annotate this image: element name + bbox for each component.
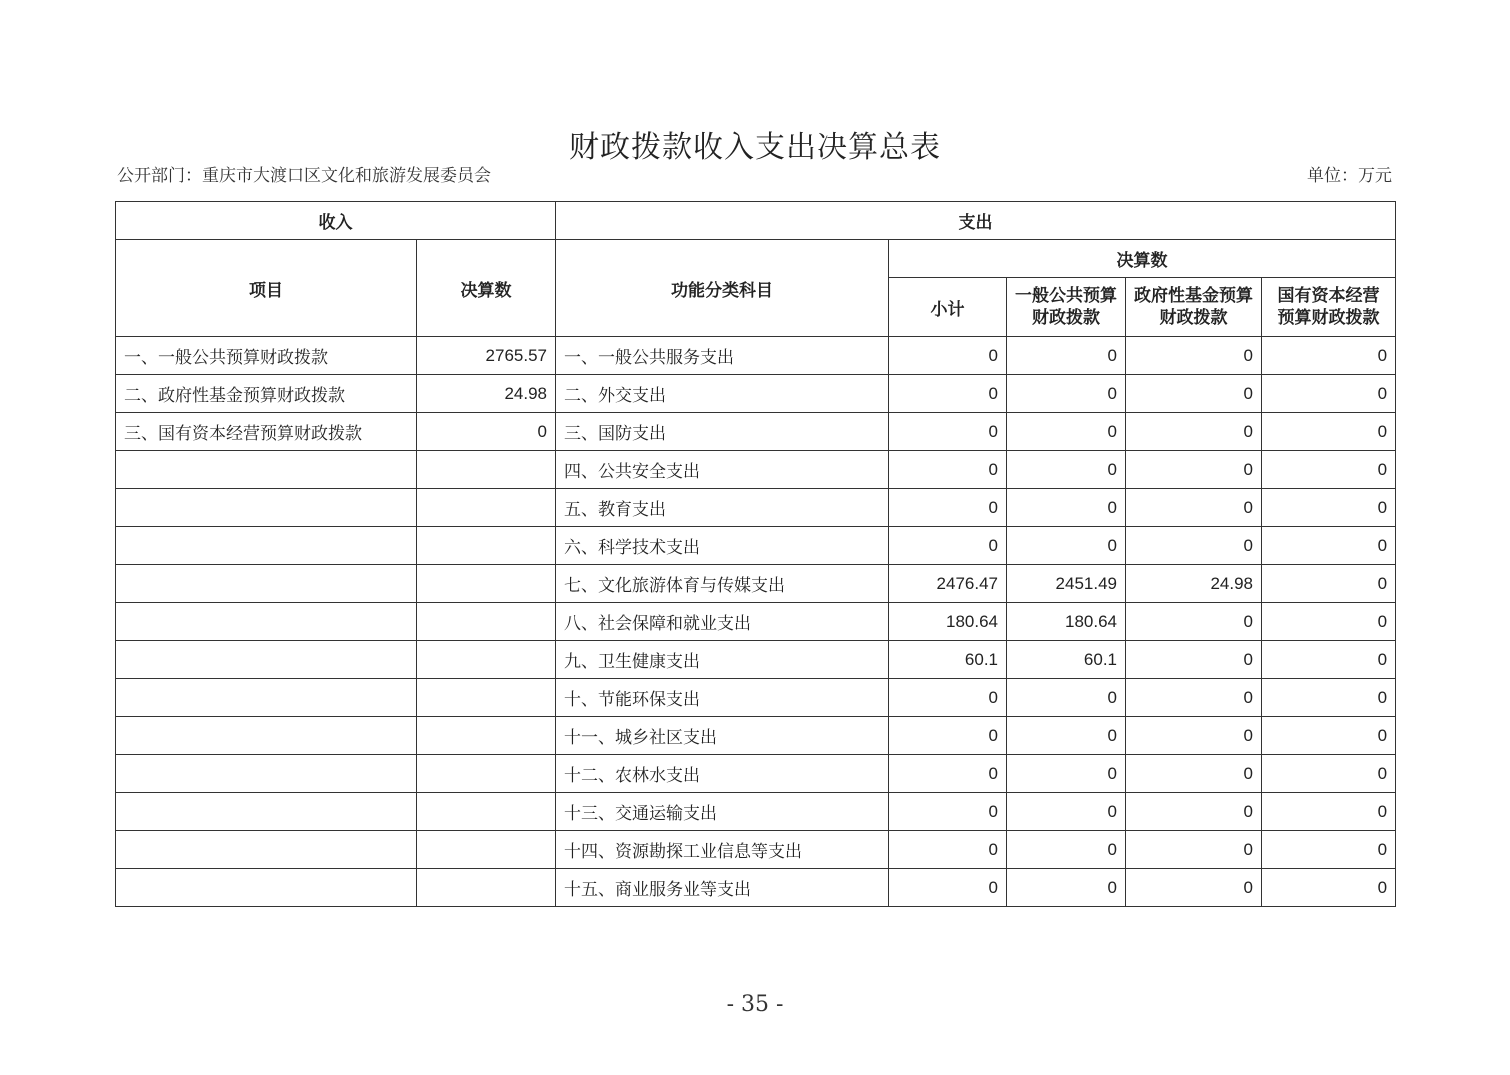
income-item-cell: 一、一般公共预算财政拨款: [116, 337, 417, 375]
table-row: [116, 831, 1396, 869]
subtotal-cell: 0: [889, 375, 1007, 413]
category-cell: 十一、城乡社区支出: [556, 717, 889, 755]
state-capital-cell: 0: [1262, 641, 1396, 679]
function-category-header: 功能分类科目: [556, 240, 889, 337]
category-cell: 四、公共安全支出: [556, 451, 889, 489]
state-capital-cell: 0: [1262, 413, 1396, 451]
final-amount-header: 决算数: [417, 240, 556, 337]
final-amount-group-header: 决算数: [889, 240, 1396, 278]
category-cell: 八、社会保障和就业支出: [556, 603, 889, 641]
gov-fund-cell: 0: [1126, 489, 1262, 527]
income-amount-cell: [417, 679, 556, 717]
general-budget-cell: 180.64: [1007, 603, 1126, 641]
income-amount-cell: [417, 869, 556, 907]
income-item-cell: [116, 603, 417, 641]
income-amount-cell: [417, 717, 556, 755]
expenditure-header: 支出: [556, 202, 1396, 240]
gov-fund-cell: 0: [1126, 413, 1262, 451]
table-row: [116, 451, 1396, 489]
gov-fund-budget-header: 政府性基金预算财政拨款: [1126, 278, 1262, 337]
state-capital-cell: 0: [1262, 565, 1396, 603]
income-item-cell: [116, 527, 417, 565]
state-capital-cell: 0: [1262, 831, 1396, 869]
state-capital-cell: 0: [1262, 451, 1396, 489]
subtotal-cell: 60.1: [889, 641, 1007, 679]
table-row: [116, 717, 1396, 755]
subtotal-cell: 0: [889, 451, 1007, 489]
income-item-cell: [116, 717, 417, 755]
category-cell: 七、文化旅游体育与传媒支出: [556, 565, 889, 603]
income-amount-cell: [417, 793, 556, 831]
category-cell: 十五、商业服务业等支出: [556, 869, 889, 907]
unit-label: 单位：万元: [1307, 166, 1392, 186]
state-capital-cell: 0: [1262, 337, 1396, 375]
state-capital-cell: 0: [1262, 603, 1396, 641]
general-budget-header: 一般公共预算财政拨款: [1007, 278, 1126, 337]
gov-fund-cell: 0: [1126, 679, 1262, 717]
income-item-cell: [116, 679, 417, 717]
state-capital-cell: 0: [1262, 793, 1396, 831]
income-item-cell: [116, 489, 417, 527]
table-row: [116, 793, 1396, 831]
category-cell: 十二、农林水支出: [556, 755, 889, 793]
subtotal-header: 小计: [889, 278, 1007, 337]
income-amount-cell: [417, 565, 556, 603]
item-header: 项目: [116, 240, 417, 337]
subtotal-cell: 0: [889, 717, 1007, 755]
subtotal-cell: 0: [889, 679, 1007, 717]
gov-fund-cell: 0: [1126, 603, 1262, 641]
table-row: [116, 565, 1396, 603]
subtotal-cell: 0: [889, 793, 1007, 831]
income-header: 收入: [116, 202, 556, 240]
subtotal-cell: 180.64: [889, 603, 1007, 641]
gov-fund-cell: 0: [1126, 375, 1262, 413]
category-cell: 三、国防支出: [556, 413, 889, 451]
income-amount-cell: 0: [417, 413, 556, 451]
table-row: [116, 641, 1396, 679]
gov-fund-cell: 0: [1126, 793, 1262, 831]
income-amount-cell: [417, 451, 556, 489]
income-amount-cell: [417, 641, 556, 679]
gov-fund-cell: 0: [1126, 869, 1262, 907]
table-row: [116, 679, 1396, 717]
state-capital-cell: 0: [1262, 375, 1396, 413]
subtotal-cell: 0: [889, 413, 1007, 451]
general-budget-cell: 0: [1007, 527, 1126, 565]
general-budget-cell: 0: [1007, 717, 1126, 755]
income-item-cell: [116, 565, 417, 603]
general-budget-cell: 0: [1007, 337, 1126, 375]
state-capital-cell: 0: [1262, 679, 1396, 717]
table-row: [116, 413, 1396, 451]
subtotal-cell: 0: [889, 489, 1007, 527]
table-row: [116, 603, 1396, 641]
income-amount-cell: [417, 831, 556, 869]
category-cell: 六、科学技术支出: [556, 527, 889, 565]
page-title: 财政拨款收入支出决算总表: [569, 130, 941, 165]
general-budget-cell: 60.1: [1007, 641, 1126, 679]
general-budget-cell: 0: [1007, 679, 1126, 717]
gov-fund-cell: 0: [1126, 641, 1262, 679]
table-row: [116, 755, 1396, 793]
table-row: [116, 337, 1396, 375]
income-item-cell: 三、国有资本经营预算财政拨款: [116, 413, 417, 451]
category-cell: 十四、资源勘探工业信息等支出: [556, 831, 889, 869]
income-item-cell: [116, 831, 417, 869]
subtotal-cell: 0: [889, 869, 1007, 907]
page-number: - 35 -: [726, 992, 784, 1017]
gov-fund-cell: 0: [1126, 717, 1262, 755]
category-cell: 一、一般公共服务支出: [556, 337, 889, 375]
general-budget-cell: 0: [1007, 755, 1126, 793]
category-cell: 五、教育支出: [556, 489, 889, 527]
income-item-cell: [116, 641, 417, 679]
table-row: [116, 375, 1396, 413]
income-amount-cell: [417, 755, 556, 793]
state-capital-cell: 0: [1262, 527, 1396, 565]
department-label: 公开部门：重庆市大渡口区文化和旅游发展委员会: [117, 166, 491, 186]
income-amount-cell: 24.98: [417, 375, 556, 413]
income-amount-cell: [417, 603, 556, 641]
gov-fund-cell: 0: [1126, 527, 1262, 565]
general-budget-cell: 0: [1007, 451, 1126, 489]
income-item-cell: [116, 869, 417, 907]
gov-fund-cell: 24.98: [1126, 565, 1262, 603]
state-capital-cell: 0: [1262, 755, 1396, 793]
subtotal-cell: 0: [889, 755, 1007, 793]
category-cell: 二、外交支出: [556, 375, 889, 413]
income-item-cell: [116, 755, 417, 793]
category-cell: 十三、交通运输支出: [556, 793, 889, 831]
category-cell: 九、卫生健康支出: [556, 641, 889, 679]
income-item-cell: 二、政府性基金预算财政拨款: [116, 375, 417, 413]
state-capital-cell: 0: [1262, 489, 1396, 527]
income-amount-cell: [417, 489, 556, 527]
table-row: [116, 489, 1396, 527]
table-row: [116, 869, 1396, 907]
gov-fund-cell: 0: [1126, 831, 1262, 869]
state-capital-cell: 0: [1262, 869, 1396, 907]
income-item-cell: [116, 451, 417, 489]
table-row: [116, 527, 1396, 565]
subtotal-cell: 0: [889, 527, 1007, 565]
general-budget-cell: 2451.49: [1007, 565, 1126, 603]
subtotal-cell: 0: [889, 831, 1007, 869]
general-budget-cell: 0: [1007, 869, 1126, 907]
budget-table: [115, 201, 1396, 907]
general-budget-cell: 0: [1007, 489, 1126, 527]
gov-fund-cell: 0: [1126, 337, 1262, 375]
table-body: [116, 337, 1396, 907]
income-amount-cell: [417, 527, 556, 565]
gov-fund-cell: 0: [1126, 755, 1262, 793]
category-cell: 十、节能环保支出: [556, 679, 889, 717]
subtotal-cell: 2476.47: [889, 565, 1007, 603]
general-budget-cell: 0: [1007, 413, 1126, 451]
state-capital-cell: 0: [1262, 717, 1396, 755]
income-item-cell: [116, 793, 417, 831]
general-budget-cell: 0: [1007, 375, 1126, 413]
general-budget-cell: 0: [1007, 831, 1126, 869]
income-amount-cell: 2765.57: [417, 337, 556, 375]
state-capital-budget-header: 国有资本经营预算财政拨款: [1262, 278, 1396, 337]
gov-fund-cell: 0: [1126, 451, 1262, 489]
general-budget-cell: 0: [1007, 793, 1126, 831]
subtotal-cell: 0: [889, 337, 1007, 375]
